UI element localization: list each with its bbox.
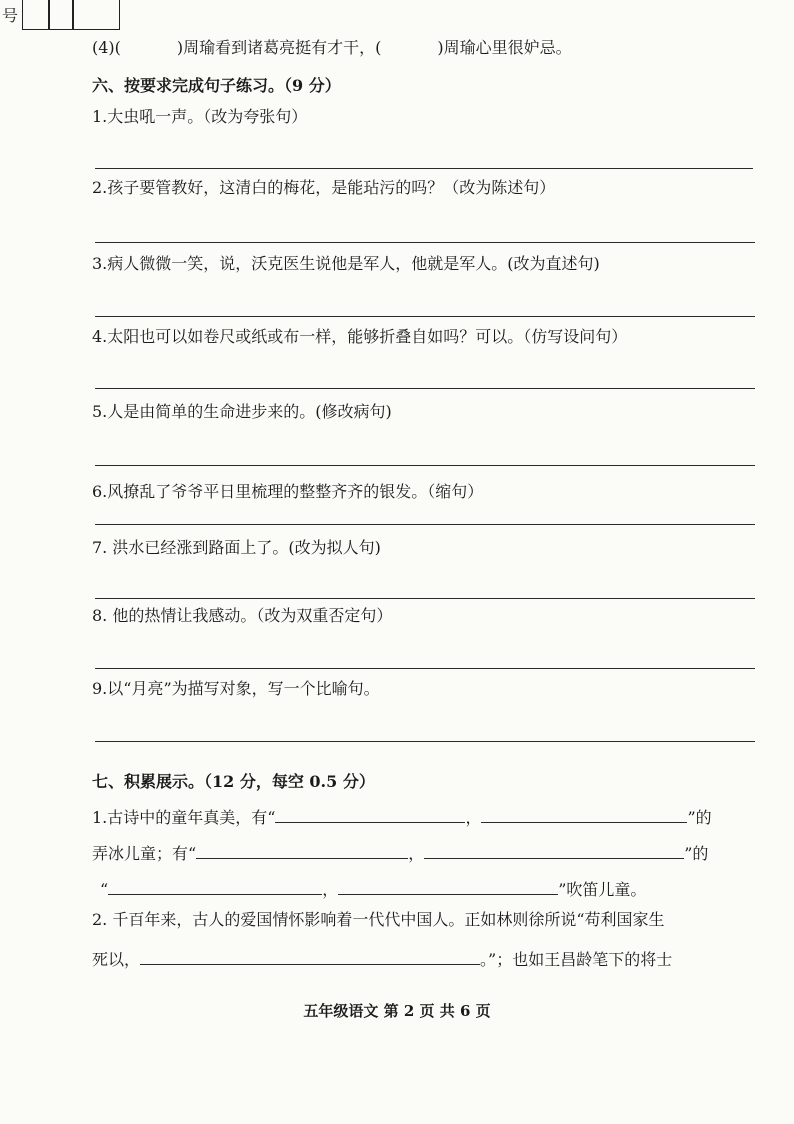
s7-q1-line3: [100, 876, 646, 900]
s7-q1-blank-1[interactable]: [275, 804, 465, 823]
s6-answer-line-8[interactable]: [95, 668, 755, 669]
seat-label: 号: [2, 6, 19, 25]
s6-answer-line-7[interactable]: [95, 598, 755, 599]
s6-item-6: 6.风撩乱了爷爷平日里梳理的整整齐齐的银发。（缩句）: [92, 482, 484, 501]
s7-q1-blank-2[interactable]: [481, 804, 687, 823]
s6-item-7: 7. 洪水已经涨到路面上了。(改为拟人句): [92, 538, 381, 557]
s7-q1-blank-5[interactable]: [108, 876, 322, 895]
s7-q1-comma-1: ，: [465, 808, 482, 827]
s6-answer-line-5[interactable]: [95, 465, 755, 466]
s7-q1-line2-start: 弄冰儿童；有“: [92, 844, 197, 863]
s6-answer-line-9[interactable]: [95, 741, 755, 742]
s6-item-8: 8. 他的热情让我感动。（改为双重否定句）: [92, 606, 393, 625]
s7-q2-line1: 2. 千百年来，古人的爱国情怀影响着一代代中国人。正如林则徐所说“苟利国家生: [92, 910, 665, 929]
s7-q1-line3-start: “: [100, 880, 109, 899]
s7-q1-comma-3: ，: [322, 880, 339, 899]
s6-item-2: 2.孩子要管教好，这清白的梅花，是能玷污的吗？（改为陈述句）: [92, 178, 556, 197]
s6-item-4: 4.太阳也可以如卷尺或纸或布一样，能够折叠自如吗？可以。（仿写设问句）: [92, 327, 628, 346]
q4-prefix: (4)(: [92, 38, 121, 57]
s6-item-1: 1.大虫吼一声。（改为夸张句）: [92, 107, 308, 126]
section-7-title: 七、积累展示。（12 分，每空 0.5 分）: [92, 772, 375, 791]
seat-cell-2: [48, 0, 74, 30]
s7-q1-blank-6[interactable]: [338, 876, 558, 895]
question-4-line: [92, 38, 572, 58]
s7-q1-comma-2: ，: [408, 844, 425, 863]
q4-mid: )周瑜看到诸葛亮挺有才干，(: [176, 38, 382, 57]
seat-cell-1: [22, 0, 50, 30]
s6-answer-line-6[interactable]: [95, 524, 755, 525]
s7-q2-line2-end: 。”；也如王昌龄笔下的将士: [480, 950, 673, 969]
section-6-title: 六、按要求完成句子练习。（9 分）: [92, 76, 341, 95]
s7-q2-line2-start: 死以，: [92, 950, 141, 969]
s7-q1-blank-4[interactable]: [424, 840, 684, 859]
s7-q1-line1: [92, 804, 712, 828]
q4-end: )周瑜心里很妒忌。: [437, 38, 572, 57]
s7-q1-blank-3[interactable]: [196, 840, 408, 859]
s7-q1-end-2: ”的: [684, 844, 709, 863]
page-footer: 五年级语文 第 2 页 共 6 页: [303, 1002, 491, 1020]
s6-answer-line-3[interactable]: [95, 316, 755, 317]
s6-answer-line-4[interactable]: [95, 388, 755, 389]
s6-item-9: 9.以“月亮”为描写对象，写一个比喻句。: [92, 679, 380, 698]
s6-answer-line-2[interactable]: [95, 242, 755, 243]
s6-item-3: 3.病人微微一笑，说，沃克医生说他是军人，他就是军人。(改为直述句): [92, 254, 600, 273]
seat-cell-3: [72, 0, 120, 30]
s6-item-5: 5.人是由简单的生命进步来的。(修改病句): [92, 402, 392, 421]
s7-q2-line2: [92, 946, 672, 970]
s7-q1-line2: [92, 840, 708, 864]
s7-q1-end-3: ”吹笛儿童。: [558, 880, 647, 899]
s6-answer-line-1[interactable]: [95, 168, 753, 169]
s7-q1-intro: 1.古诗中的童年真美，有“: [92, 808, 276, 827]
s7-q2-blank-1[interactable]: [140, 946, 480, 965]
s7-q1-end-1: ”的: [687, 808, 712, 827]
